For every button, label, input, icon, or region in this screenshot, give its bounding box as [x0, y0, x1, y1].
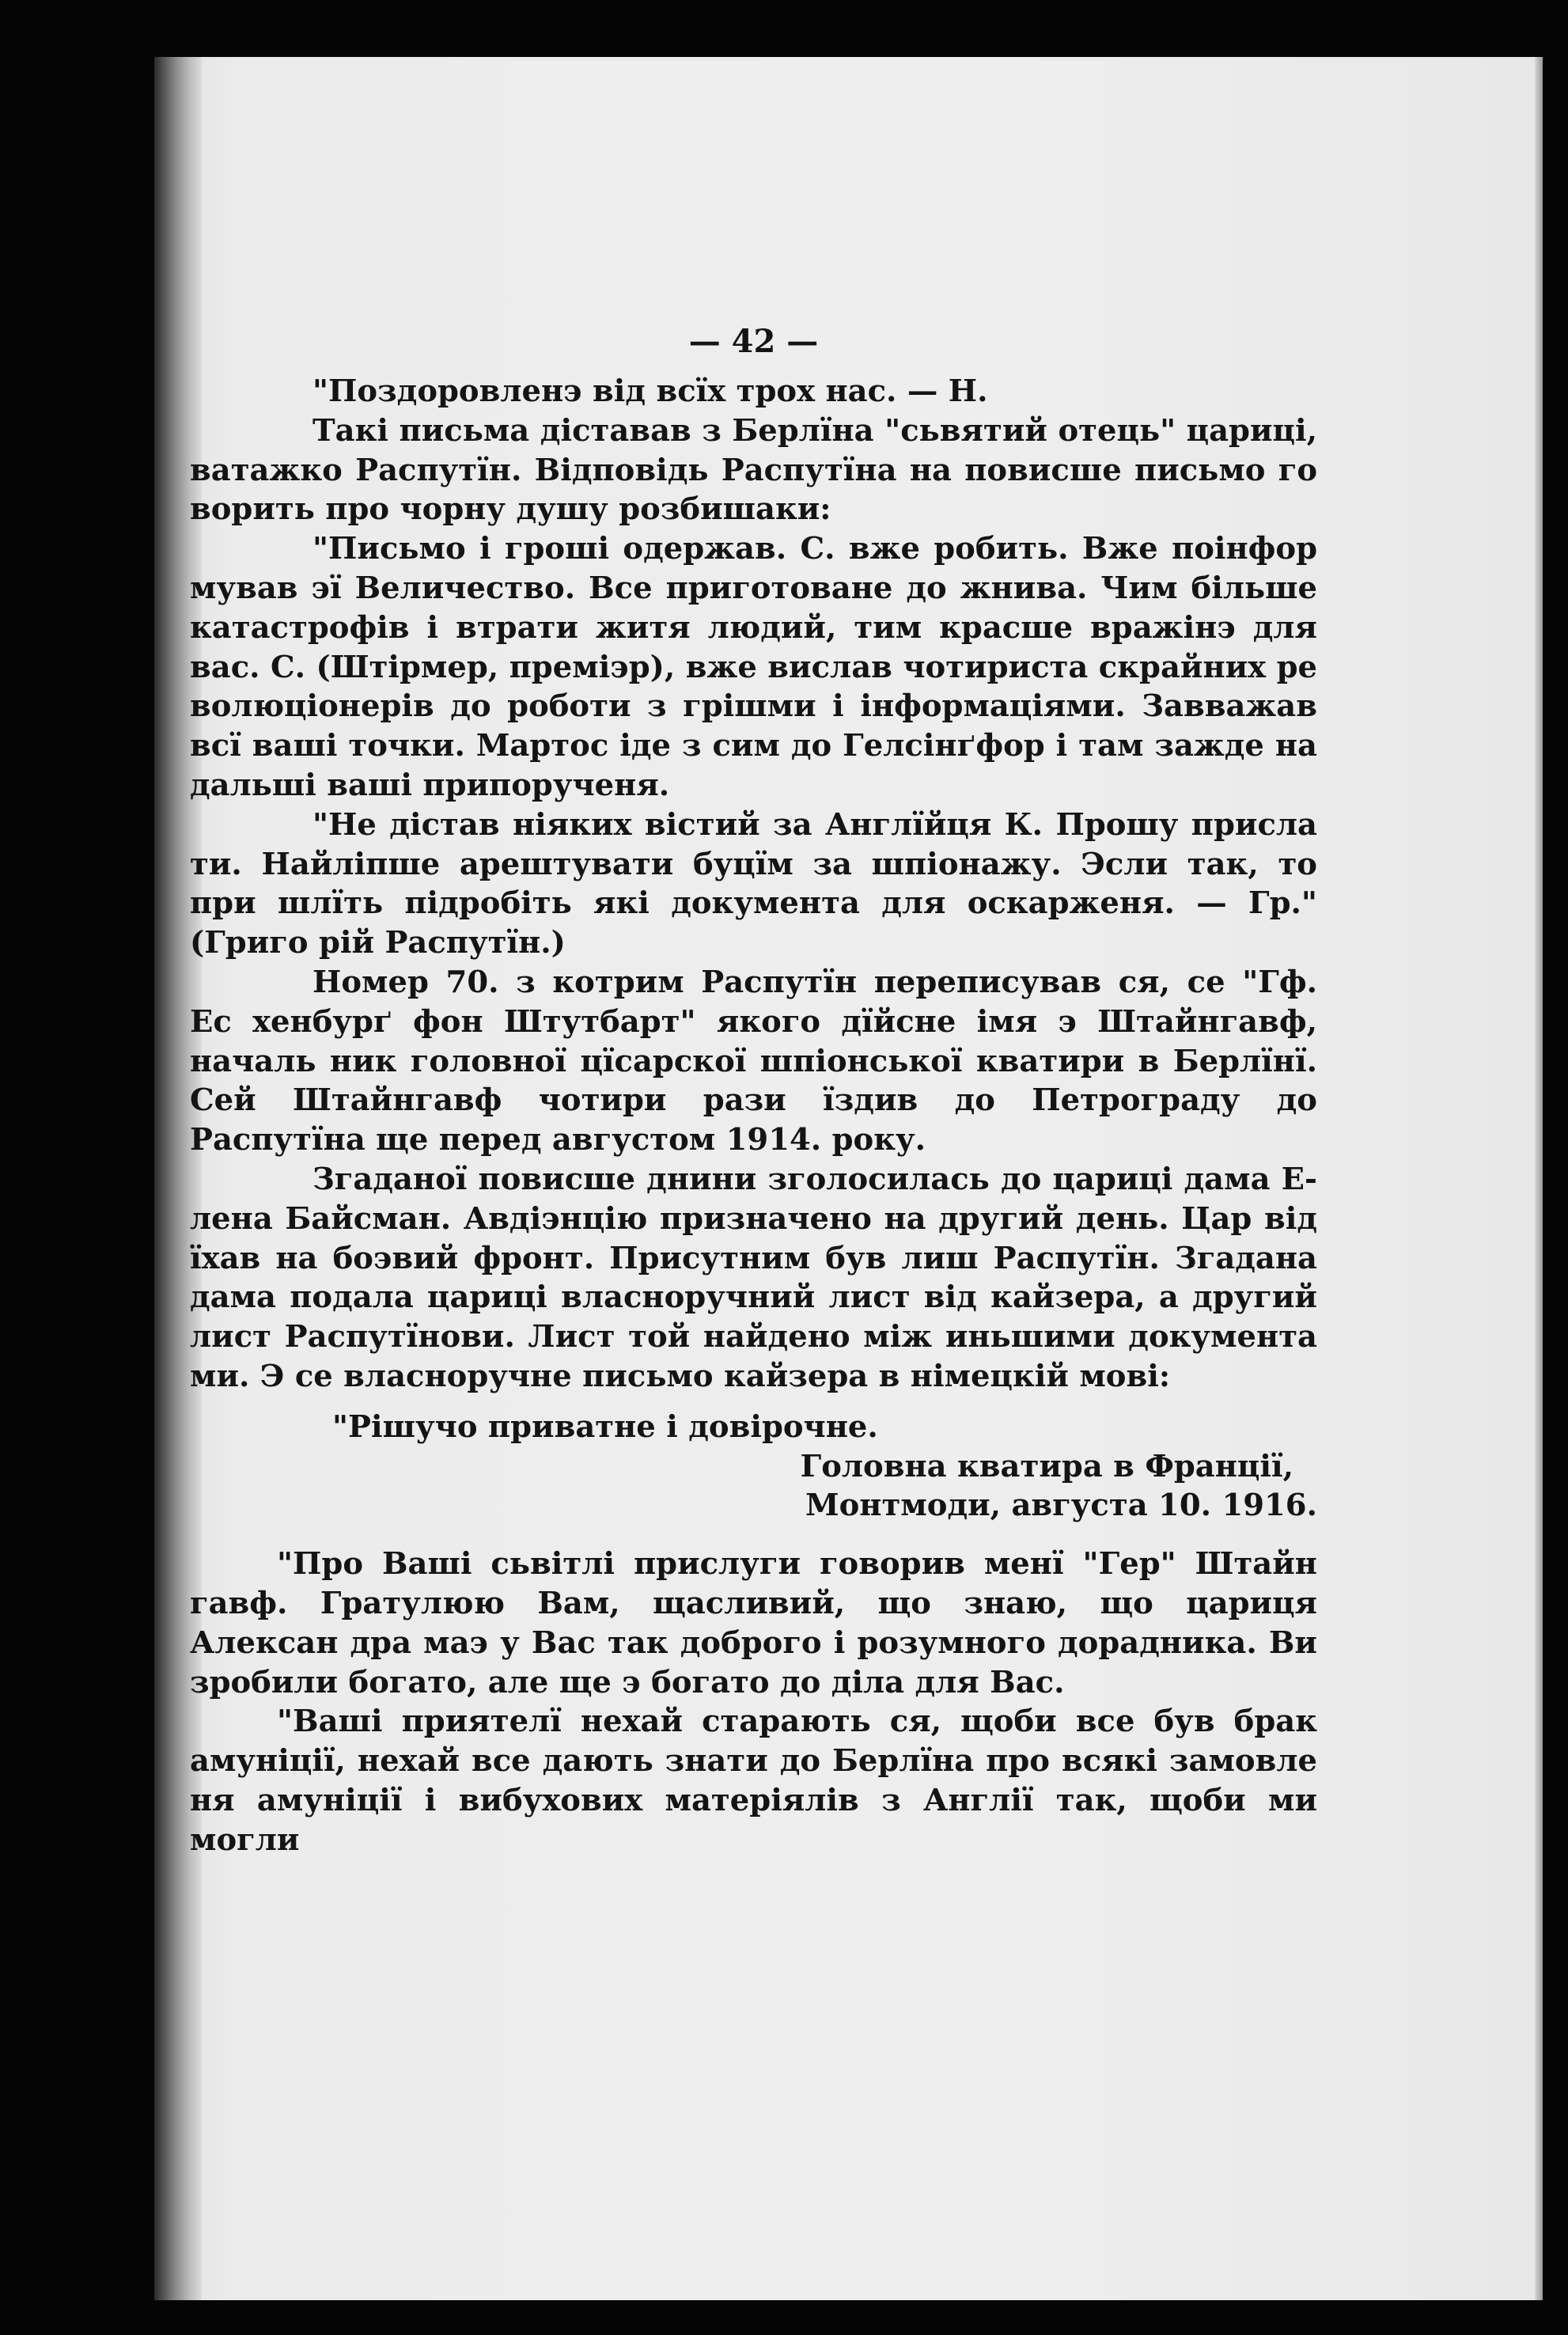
letter-location: Головна кватира в Франції, [800, 1448, 1293, 1484]
paragraph-letters-from-berlin: Такі письма діставав з Берлїна "сьвятий отець" цариці, ватажко Распутїн. Відповідь Распутїна на повисше письмо го ворить про чорну душу розбишаки: [190, 412, 1317, 528]
letter-heading: "Рішучо приватне і довірочне. [332, 1408, 878, 1445]
paragraph-letter-body-2: "Ваші приятелї нехай старають ся, щоби все був брак амуніції, нехай все дають знати до Берлїна про всякі замовле ня амуніції і вибухових матеріялів з Англії так, щоби ми могли [190, 1704, 1317, 1858]
paragraph-number-70: Номер 70. з котрим Распутїн переписував ся, се "Гф. Ес хенбурґ фон Штутбарт" якого дїйсне імя э Штайнгавф, началь ник головної цїсарскої шпіонської кватири в Берлїнї. Сей Штайнгавф чотири рази їздив до Петрограду до Распутїна ще перед августом 1914. року. [190, 964, 1317, 1158]
page-number-wrap [190, 323, 1317, 370]
paragraph-greeting: "Поздоровленэ від всїх трох нас. — Н. [312, 373, 988, 409]
paragraph-rasputin-reply: "Письмо і гроші одержав. С. вже робить. Вже поінфор мував эї Величество. Все приготоване до жнива. Чим більше катастрофів і втрати житя людий, тим красше вражінэ для вас. С. (Штірмер, преміэр), вже вислав чотириста скрайних ре волюціонерів до роботи з грішми і інформаціями. Завважав всї ваші точки. Мартос іде з сим до Гелсінґфор і там зажде на дальші ваші припорученя. [190, 531, 1317, 803]
paragraph-letter-body-1: "Про Ваші сьвітлі прислуги говорив менї "Гер" Штайн гавф. Гратулюю Вам, щасливий, що знаю, що цариця Алексан дра маэ у Вас так доброго і розумного дорадника. Ви зробили богато, але ще э богато до діла для Вас. [190, 1546, 1317, 1700]
page-number: — 42 — [688, 323, 819, 360]
page-text [190, 372, 1317, 1859]
paragraph-englishman: "Не дістав ніяких вістий за Англїйця К. Прошу присла ти. Найліпше арештувати буцїм за шпіонажу. Эсли так, то при шлїть підробіть які документа для оскарженя. — Гр." (Григо рій Распутїн.) [190, 806, 1317, 961]
paragraph-baisman: Згаданої повисше днини зголосилась до цариці дама Е- лена Байсман. Авдіэнцію призначено на другий день. Цар від їхав на боэвий фронт. Присутним був лиш Распутїн. Згадана дама подала цариці власноручний лист від кайзера, а другий лист Распутїнови. Лист той найдено між иньшими документа ми. Э се власноручне письмо кайзера в німецкій мові: [190, 1161, 1317, 1394]
letter-date: Монтмоди, августа 10. 1916. [805, 1488, 1317, 1524]
page-edge [1535, 57, 1543, 2300]
